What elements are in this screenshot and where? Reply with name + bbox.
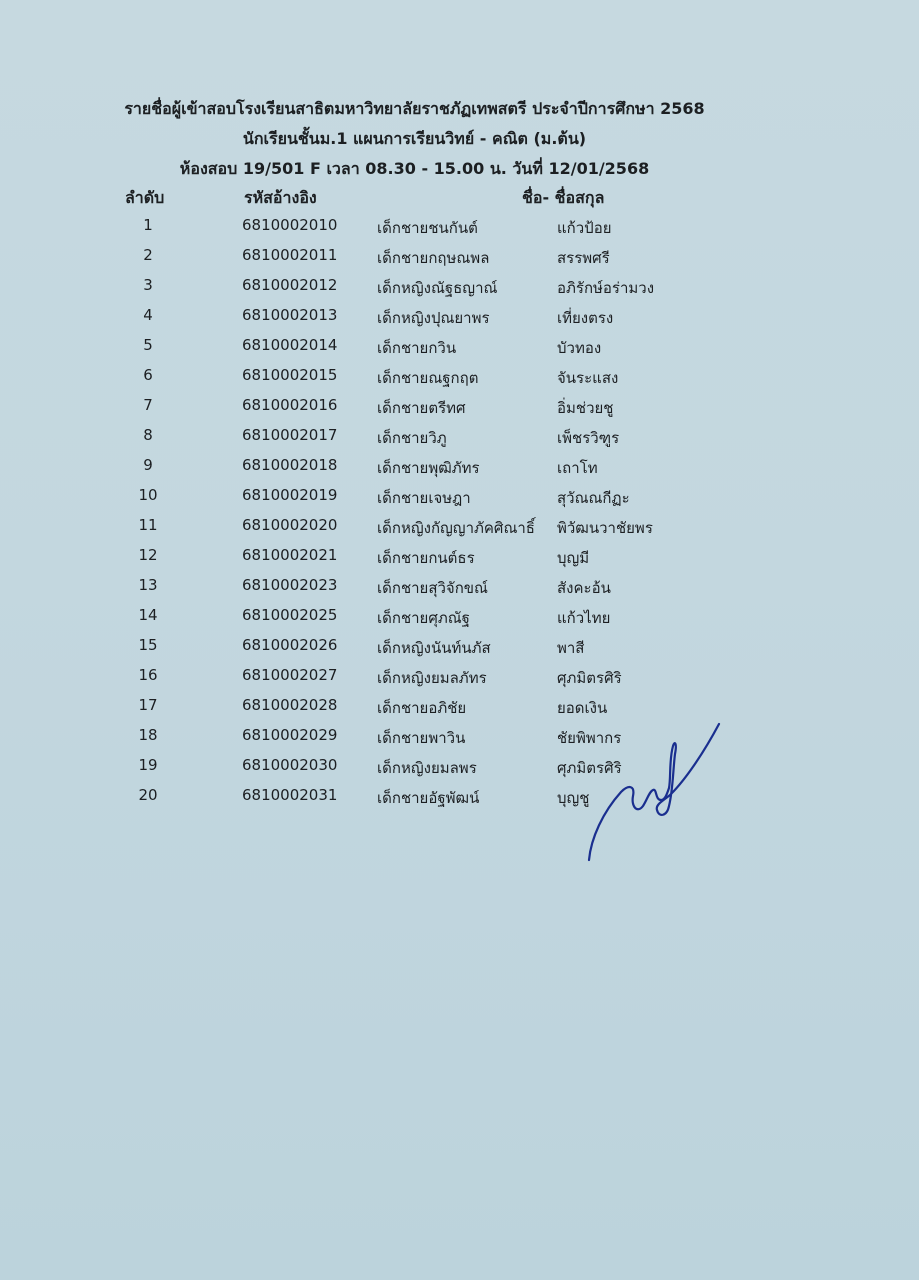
student-row: [0, 575, 919, 605]
reference-code: 6810002016: [242, 396, 338, 414]
first-name: เด็กหญิงกัญญาภัคศิณาธิ์: [377, 519, 535, 537]
reference-code: 6810002015: [242, 366, 338, 384]
last-name: จันระแสง: [557, 369, 619, 387]
row-number: 11: [138, 516, 158, 534]
student-row: [0, 395, 919, 425]
last-name: แก้วไทย: [557, 609, 611, 627]
class-plan-subtitle: นักเรียนชั้นม.1 แผนการเรียนวิทย์ - คณิต (ม.ต้น): [242, 129, 587, 148]
student-row: [0, 305, 919, 335]
student-row: [0, 605, 919, 635]
student-row: [0, 455, 919, 485]
reference-code: 6810002029: [242, 726, 338, 744]
first-name: เด็กชายสุวิจักขณ์: [377, 579, 488, 597]
row-number: 7: [143, 396, 153, 414]
first-name: เด็กหญิงนันท์นภัส: [377, 639, 491, 657]
first-name: เด็กหญิงปุณยาพร: [377, 309, 490, 327]
student-row: [0, 755, 919, 785]
last-name: ศุภมิตรศิริ: [557, 669, 622, 687]
row-number: 1: [143, 216, 153, 234]
last-name: ยอดเงิน: [557, 699, 608, 717]
first-name: เด็กชายกฤษณพล: [377, 249, 490, 267]
last-name: เถาโท: [557, 459, 598, 477]
last-name: อิ่มช่วยชู: [557, 399, 614, 417]
reference-code: 6810002012: [242, 276, 338, 294]
reference-code: 6810002031: [242, 786, 338, 804]
last-name: สรรพศรี: [557, 249, 610, 267]
first-name: เด็กชายเจษฎา: [377, 489, 471, 507]
first-name: เด็กชายกวิน: [377, 339, 457, 357]
row-number: 16: [138, 666, 158, 684]
last-name: แก้วป้อย: [557, 219, 612, 237]
first-name: เด็กชายณฐกฤต: [377, 369, 479, 387]
exam-room-info: ห้องสอบ 19/501 F เวลา 08.30 - 15.00 น. วันที่ 12/01/2568: [179, 159, 650, 178]
row-number: 20: [138, 786, 158, 804]
student-row: [0, 545, 919, 575]
first-name: เด็กชายศุภณัฐ: [377, 609, 470, 627]
reference-code: 6810002020: [242, 516, 338, 534]
reference-code: 6810002010: [242, 216, 338, 234]
last-name: พิวัฒนวาชัยพร: [557, 519, 653, 537]
row-number: 6: [143, 366, 153, 384]
student-row: [0, 215, 919, 245]
reference-code: 6810002017: [242, 426, 338, 444]
reference-code: 6810002018: [242, 456, 338, 474]
first-name: เด็กชายวิภู: [377, 429, 447, 447]
first-name: เด็กหญิงณัฐธญาณ์: [377, 279, 498, 297]
student-row: [0, 485, 919, 515]
first-name: เด็กชายอัฐพัฒน์: [377, 789, 480, 807]
first-name: เด็กหญิงยมลพร: [377, 759, 477, 777]
reference-code: 6810002025: [242, 606, 338, 624]
row-number: 9: [143, 456, 153, 474]
first-name: เด็กชายกนต์ธร: [377, 549, 475, 567]
row-number: 18: [138, 726, 158, 744]
reference-code: 6810002011: [242, 246, 338, 264]
reference-code: 6810002030: [242, 756, 338, 774]
row-number: 13: [138, 576, 158, 594]
last-name: เที่ยงตรง: [557, 309, 614, 327]
student-row: [0, 785, 919, 815]
last-name: พาสี: [557, 639, 585, 657]
last-name: สุวัณณกีฏะ: [557, 489, 630, 507]
first-name: เด็กชายตรีทศ: [377, 399, 466, 417]
first-name: เด็กชายชนกันต์: [377, 219, 478, 237]
student-row: [0, 665, 919, 695]
document-title: รายชื่อผู้เข้าสอบโรงเรียนสาธิตมหาวิทยาลัยราชภัฏเทพสตรี ประจำปีการศึกษา 2568: [124, 99, 705, 118]
column-header-name: ชื่อ- ชื่อสกุล: [522, 188, 605, 207]
student-row: [0, 275, 919, 305]
student-row: [0, 425, 919, 455]
reference-code: 6810002019: [242, 486, 338, 504]
first-name: เด็กชายพุฒิภัทร: [377, 459, 480, 477]
student-row: [0, 245, 919, 275]
last-name: บัวทอง: [557, 339, 602, 357]
row-number: 3: [143, 276, 153, 294]
row-number: 15: [138, 636, 158, 654]
reference-code: 6810002014: [242, 336, 338, 354]
last-name: อภิรักษ์อร่ามวง: [557, 279, 655, 297]
last-name: สังคะอ้น: [557, 579, 611, 597]
first-name: เด็กชายอภิชัย: [377, 699, 467, 717]
handwritten-signature: [585, 720, 725, 865]
reference-code: 6810002013: [242, 306, 338, 324]
last-name: บุญมี: [557, 549, 590, 567]
row-number: 2: [143, 246, 153, 264]
reference-code: 6810002027: [242, 666, 338, 684]
last-name: ศุภมิตรศิริ: [557, 759, 622, 777]
reference-code: 6810002021: [242, 546, 338, 564]
first-name: เด็กชายพาวิน: [377, 729, 466, 747]
row-number: 10: [138, 486, 158, 504]
student-row: [0, 725, 919, 755]
student-row: [0, 515, 919, 545]
row-number: 4: [143, 306, 153, 324]
student-list: [0, 215, 919, 815]
row-number: 19: [138, 756, 158, 774]
row-number: 14: [138, 606, 158, 624]
reference-code: 6810002028: [242, 696, 338, 714]
student-row: [0, 365, 919, 395]
student-row: [0, 635, 919, 665]
last-name: ชัยพิพากร: [557, 729, 622, 747]
reference-code: 6810002023: [242, 576, 338, 594]
student-row: [0, 695, 919, 725]
row-number: 17: [138, 696, 158, 714]
row-number: 5: [143, 336, 153, 354]
column-header-ref: รหัสอ้างอิง: [244, 188, 317, 207]
first-name: เด็กหญิงยมลภัทร: [377, 669, 487, 687]
last-name: บุญชู: [557, 789, 590, 807]
column-header-no: ลำดับ: [125, 188, 165, 207]
row-number: 8: [143, 426, 153, 444]
reference-code: 6810002026: [242, 636, 338, 654]
student-row: [0, 335, 919, 365]
last-name: เพ็ชรวิฑูร: [557, 429, 620, 447]
row-number: 12: [138, 546, 158, 564]
